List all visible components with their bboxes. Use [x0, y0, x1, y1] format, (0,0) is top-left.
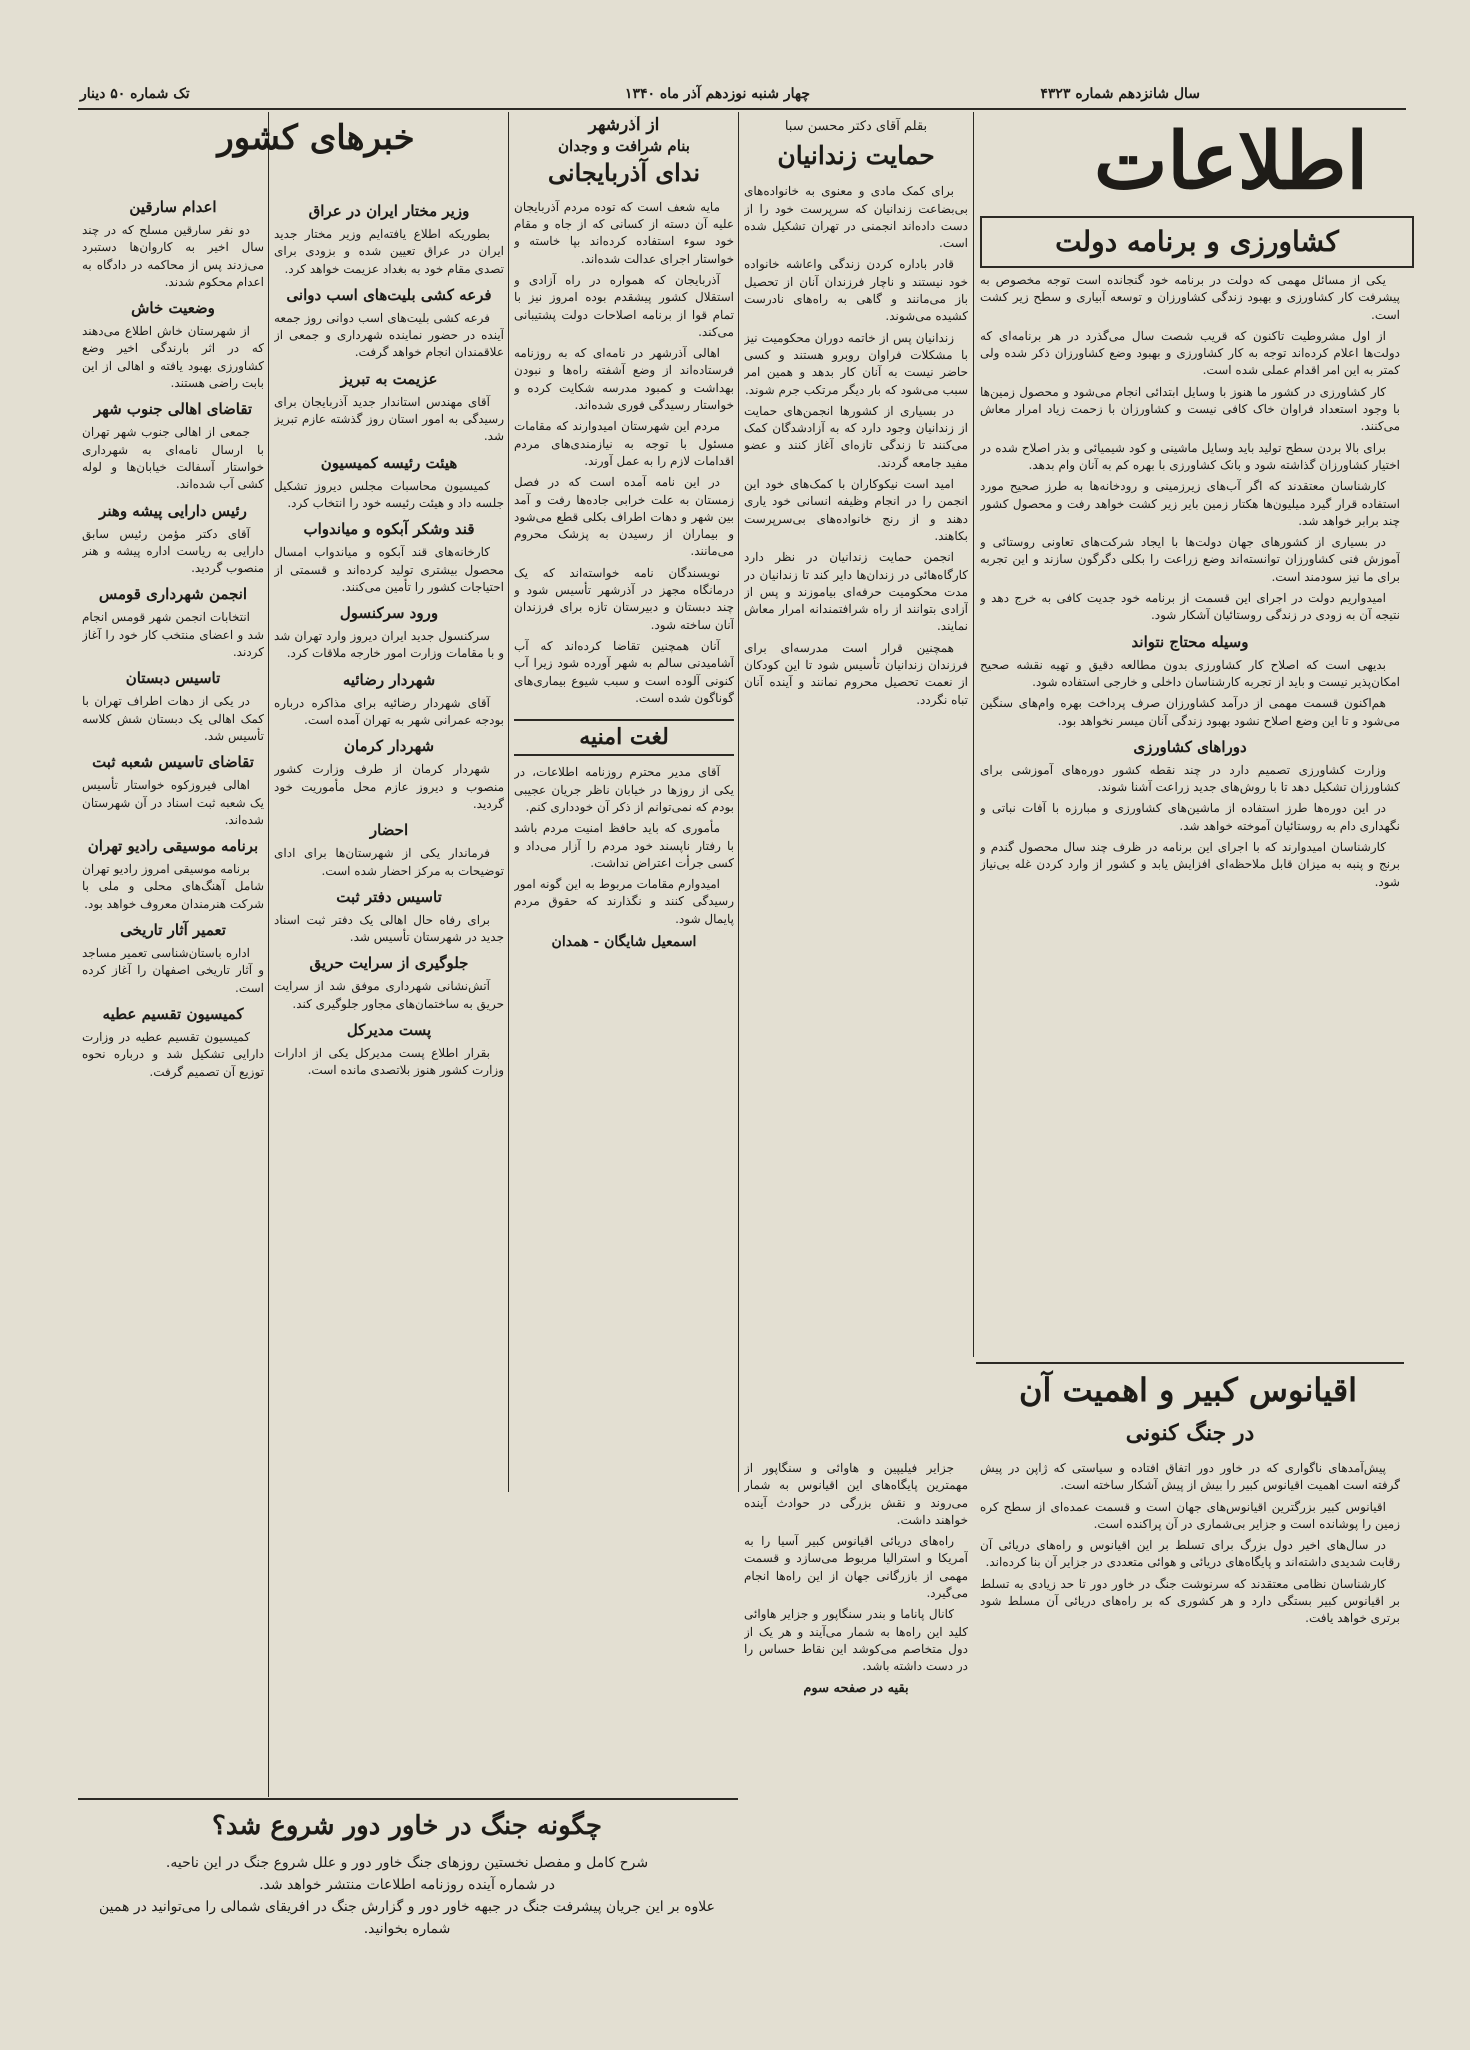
news-text: بطوریکه اطلاع یافته‌ایم وزیر مختار جدید ایران در عراق تعیین شده و بزودی برای تصدی مقام خود به بغداد عزیمت خواهد کرد.	[274, 227, 504, 276]
news-text: فرعه کشی بلیت‌های اسب دوانی روز جمعه آینده در حضور نماینده شهرداری و جمعی از علاقمندان انجام خواهد گرفت.	[274, 310, 504, 360]
news-head: تعمیر آثار تاریخی	[120, 921, 226, 940]
pacific-article-left	[744, 1460, 968, 2050]
footer-line: علاوه بر این جریان پیشرفت جنگ در جبهه خاور دور و گزارش جنگ در افریقای شمالی را می‌توانید در همین شماره بخوانید.	[99, 1899, 715, 1937]
editorial-subheading: وسیله محتاج نتواند	[1131, 632, 1249, 651]
azarbaijan-kicker: از آذرشهر	[588, 116, 660, 135]
editorial-headline: کشاورزی و برنامه دولت	[980, 216, 1414, 268]
news-head: پست مدیرکل	[346, 1021, 432, 1040]
issue-price: تک شماره ۵۰ دینار	[80, 86, 190, 102]
pacific-article-right	[980, 1460, 1400, 2050]
news-head: تاسیس دفتر ثبت	[336, 887, 442, 906]
pacific-rule	[976, 1362, 1404, 1364]
footer-headline: چگونه جنگ در خاور دور شروع شد؟	[212, 1811, 602, 1841]
pacific-subtitle: در جنگ کنونی	[1125, 1420, 1255, 1446]
prisoners-paragraph: زندانیان پس از خاتمه دوران محکومیت نیز با مشکلات فراوان روبرو هستند و کسی حاضر نیست به آنان کار بدهد و همین امر سبب می‌شود که بار دیگر مرتکب جرم شوند.	[744, 330, 968, 397]
issue-date: چهار شنبه نوزدهم آذر ماه ۱۳۴۰	[624, 86, 810, 102]
azarbaijan-paragraph: اهالی آذرشهر در نامه‌ای که به روزنامه فرستاده‌اند از وضع آشفته راه‌ها و نبودن بهداشت و کمبود مدرسه شکایت کرده و خواستار رسیدگی فوری شده‌اند.	[514, 346, 734, 413]
letter-paragraph: امیدوارم مقامات مربوط به این گونه امور رسیدگی کنند و نگذارند که حقوق مردم پایمال شود.	[514, 877, 734, 926]
news-text: آتش‌نشانی شهرداری موفق شد از سرایت حریق به ساختمان‌های مجاور جلوگیری کند.	[274, 979, 504, 1011]
news-head: فرعه کشی بلیت‌های اسب دوانی	[286, 285, 492, 304]
national-news-column-right	[82, 190, 264, 1790]
letter-headline: لغت امنیه	[514, 719, 734, 756]
editorial-paragraph: کار کشاورزی در کشور ما هنوز با وسایل ابتدائی انجام می‌شود و محصول زمین‌ها با وجود استعداد فراوان خاک کافی نیست و کشاورزان با زحمت زیاد امرار معاش می‌کنند.	[980, 384, 1400, 434]
footer-rule	[78, 1798, 738, 1800]
prisoners-paragraph: قادر باداره کردن زندگی واعاشه خانواده خود نیستند و ناچار فرزندان آنان از تحصیل باز می‌مانند و گاهی به راه‌های نادرست کشیده می‌شوند.	[744, 257, 968, 324]
news-text: اهالی فیروزکوه خواستار تأسیس یک شعبه ثبت اسناد در آن شهرستان شده‌اند.	[82, 778, 264, 827]
letter-paragraph: آقای مدیر محترم روزنامه اطلاعات، در یکی از روزها در خیابان ناظر جریان عجیبی بودم که نمی‌توانم از ذکر آن خودداری کنم.	[514, 765, 734, 814]
pacific-continued: بقیه در صفحه سوم	[803, 1680, 909, 1696]
news-text: در یکی از دهات اطراف تهران با کمک اهالی یک دبستان شش کلاسه تأسیس شد.	[82, 694, 264, 743]
column-rule-2	[738, 112, 739, 1492]
editorial-paragraph: کارشناسان معتقدند که اگر آب‌های زیرزمینی و رودخانه‌ها به طرز صحیح مورد استفاده قرار گیرد میلیون‌ها هکتار زمین بایر زیر کشت خواهد رفت و محصول کشور چند برابر خواهد شد.	[980, 479, 1400, 528]
news-head: انجمن شهرداری قومس	[98, 585, 248, 604]
news-head: ورود سرکنسول	[339, 604, 439, 623]
prisoners-byline: بقلم آقای دکتر محسن سبا	[784, 119, 928, 134]
azarbaijan-article	[514, 116, 734, 1488]
editorial-subheading: دوراهای کشاورزی	[1133, 737, 1247, 756]
editorial-paragraph: از اول مشروطیت تاکنون که قریب شصت سال می‌گذرد در هر برنامه‌ای که دولت‌ها اعلام کرده‌اند توجه به کار کشاورزی و بهبود وضع کشاورزان ذکر شده ولی کمتر به این امر اقدام عملی شده است.	[980, 328, 1400, 378]
editorial-paragraph: کارشناسان امیدوارند که با اجرای این برنامه در ظرف چند سال محصول گندم و برنج و پنبه به میزان قابل ملاحظه‌ای افزایش یابد و کشور از وارد کردن غله بی‌نیاز شود.	[980, 840, 1400, 889]
news-text: شهردار کرمان از طرف وزارت کشور منصوب و دیروز عازم محل مأموریت خود گردید.	[274, 762, 504, 811]
pacific-paragraph: راه‌های دریائی اقیانوس کبیر آسیا را به آمریکا و استرالیا مربوط می‌سازد و قسمت مهمی از بازرگانی جهان از این راه‌ها انجام می‌گیرد.	[744, 1534, 968, 1601]
news-head: شهردار رضائیه	[342, 670, 436, 689]
prisoners-paragraph: همچنین قرار است مدرسه‌ای برای فرزندان زندانیان تأسیس شود تا این کودکان از نعمت تحصیل محروم نمانند و آینده آنان تباه نگردد.	[744, 640, 968, 707]
prisoners-headline: حمایت زندانیان	[777, 141, 935, 171]
footer-line: در شماره آینده روزنامه اطلاعات منتشر خواهد شد.	[259, 1877, 555, 1893]
news-text: آقای شهردار رضائیه برای مذاکره درباره بودجه عمرانی شهر به تهران آمده است.	[274, 695, 504, 728]
news-text: کارخانه‌های قند آبکوه و میاندواب امسال محصول بیشتری تولید کرده‌اند و قسمتی از احتیاجات کشور را تأمین می‌کنند.	[274, 545, 504, 594]
pacific-paragraph: اقیانوس کبیر بزرگترین اقیانوس‌های جهان است و قسمت عمده‌ای از سطح کره زمین را پوشانده است و جزایر بی‌شماری در آن پراکنده است.	[980, 1499, 1400, 1531]
azarbaijan-paragraph: مردم این شهرستان امیدوارند که مقامات مسئول با توجه به نیازمندی‌های مردم اقدامات لازم را به عمل آورند.	[514, 419, 734, 468]
column-rule-4	[268, 112, 269, 1797]
news-text: کمیسیون تقسیم عطیه در وزارت دارایی تشکیل شد و درباره نحوه توزیع آن تصمیم گرفت.	[82, 1029, 264, 1079]
editorial-paragraph: امیدواریم دولت در اجرای این قسمت از برنامه خود جدیت کافی به خرج دهد و نتیجه آن به زودی در زندگی روستائیان آشکار شود.	[980, 591, 1400, 623]
news-head: عزیمت به تبریز	[340, 369, 438, 388]
footer-text	[82, 1852, 732, 2032]
news-text: برای رفاه حال اهالی یک دفتر ثبت اسناد جدید در شهرستان تأسیس شد.	[274, 912, 504, 945]
news-text: از شهرستان خاش اطلاع می‌دهند که در اثر بارندگی اخیر وضع کشاورزی بهبود یافته و اهالی از این بابت راضی هستند.	[82, 324, 264, 391]
news-text: کمیسیون محاسبات مجلس دیروز تشکیل جلسه داد و هیئت رئیسه خود را انتخاب کرد.	[274, 478, 504, 510]
news-head: جلوگیری از سرایت حریق	[309, 954, 469, 973]
news-text: سرکنسول جدید ایران دیروز وارد تهران شد و با مقامات وزارت امور خارجه ملاقات کرد.	[274, 629, 504, 661]
editorial-paragraph: در بسیاری از کشورهای جهان دولت‌ها با ایجاد شرکت‌های تعاونی روستائی و آموزش فنی کشاورزان توانسته‌اند وضع زراعت را بکلی دگرگون سازند و این تجربه برای ما نیز سودمند است.	[980, 535, 1400, 584]
news-head: تقاضای اهالی جنوب شهر	[93, 400, 253, 419]
editorial-article	[980, 272, 1400, 1352]
prisoners-paragraph: انجمن حمایت زندانیان در نظر دارد کارگاه‌هائی در زندان‌ها دایر کند تا زندانیان در مدت محکومیت حرفه‌ای بیاموزند و پس از آزادی بتوانند از راه شرافتمندانه امرار معاش نمایند.	[744, 550, 968, 634]
news-text: آقای مهندس استاندار جدید آذربایجان برای رسیدگی به امور استان روز گذشته عازم تبریز شد.	[274, 394, 504, 444]
azarbaijan-paragraph: در این نامه آمده است که در فصل زمستان به علت خرابی جاده‌ها رفت و آمد بین شهر و دهات اطراف بکلی قطع می‌شود و بیماران از رسیدن به پزشک محروم می‌مانند.	[514, 475, 734, 559]
azarbaijan-title-top: بنام شرافت و وجدان	[558, 136, 690, 155]
header-rule	[78, 108, 1406, 110]
news-head: وضعیت خاش	[131, 299, 215, 318]
azarbaijan-headline: ندای آذربایجانی	[547, 157, 701, 187]
prisoners-paragraph: امید است نیکوکاران با کمک‌های خود این انجمن را در انجام وظیفه انسانی خود یاری دهند و از رنج خانواده‌های بی‌سرپرست بکاهند.	[744, 477, 968, 543]
news-text: انتخابات انجمن شهر قومس انجام شد و اعضای منتخب کار خود را آغاز کردند.	[82, 610, 264, 660]
news-text: دو نفر سارقین مسلح که در چند سال اخیر به کاروان‌ها دستبرد می‌زدند پس از محاکمه در دادگاه به اعدام محکوم شدند.	[82, 223, 264, 289]
national-news-column	[274, 116, 504, 1488]
news-head: تقاضای تاسیس شعبه ثبت	[92, 753, 254, 772]
prisoners-paragraph: در بسیاری از کشورها انجمن‌های حمایت از زندانیان وجود دارد که به آزادشدگان کمک می‌کنند تا زندگی تازه‌ای آغاز کنند و عضو مفید جامعه گردند.	[744, 403, 968, 470]
news-head: کمیسیون تقسیم عطیه	[102, 1004, 244, 1023]
national-news-headline: خبرهای کشور	[217, 118, 415, 158]
news-text: برنامه موسیقی امروز رادیو تهران شامل آهنگ‌های محلی و ملی با شرکت هنرمندان معروف خواهد بود.	[82, 862, 264, 911]
news-text: جمعی از اهالی جنوب شهر تهران با ارسال نامه‌ای به شهرداری خواستار آسفالت خیابان‌ها و لوله کشی آب شده‌اند.	[82, 425, 264, 492]
footer-line: شرح کامل و مفصل نخستین روزهای جنگ خاور دور و علل شروع جنگ در این ناحیه.	[165, 1855, 649, 1871]
news-head: هیئت رئیسه کمیسیون	[320, 453, 458, 472]
azarbaijan-paragraph: مایه شعف است که توده مردم آذربایجان علیه آن دسته از کسانی که از جاه و مقام خود سوء استفاده کرده‌اند بپا خاسته و خواستار اجرای عدالت شده‌اند.	[514, 199, 734, 266]
editorial-paragraph: هم‌اکنون قسمت مهمی از درآمد کشاورزان صرف پرداخت بهره وام‌های سنگین می‌شود و تا این وضع اصلاح نشود بهبود زندگی آنان میسر نخواهد بود.	[980, 696, 1400, 728]
news-head: برنامه موسیقی رادیو تهران	[87, 837, 259, 856]
news-text: اداره باستان‌شناسی تعمیر مساجد و آثار تاریخی اصفهان را آغاز کرده است.	[82, 946, 264, 995]
news-head: وزیر مختار ایران در عراق	[308, 202, 470, 220]
editorial-paragraph: وزارت کشاورزی تصمیم دارد در چند نقطه کشور دوره‌های آموزشی برای کشاورزان تشکیل دهد تا با روش‌های جدید زراعت آشنا شوند.	[980, 762, 1400, 795]
editorial-paragraph: بدیهی است که اصلاح کار کشاورزی بدون مطالعه دقیق و تهیه نقشه صحیح امکان‌پذیر نیست و باید از تجربه کارشناسان داخلی و خارجی استفاده شود.	[980, 657, 1400, 689]
azarbaijan-paragraph: نویسندگان نامه خواسته‌اند که یک درمانگاه مجهز در آذرشهر تأسیس شود و چند دبستان و دبیرستان تازه برای فرزندان آنان ساخته شود.	[514, 565, 734, 632]
pacific-paragraph: کارشناسان نظامی معتقدند که سرنوشت جنگ در خاور دور تا حد زیادی به تسلط بر اقیانوس کبیر بستگی دارد و هر کشوری که بر راه‌های دریائی آن مسلط شود برتری خواهد یافت.	[980, 1576, 1400, 1626]
pacific-paragraph: پیش‌آمدهای ناگواری که در خاور دور اتفاق افتاده و سیاستی که ژاپن در پیش گرفته است اهمیت اقیانوس کبیر را بیش از پیش آشکار ساخته است.	[980, 1461, 1400, 1493]
pacific-paragraph: در سال‌های اخیر دول بزرگ برای تسلط بر این اقیانوس و راه‌های دریائی آن رقابت شدیدی داشته‌اند و پایگاه‌های دریائی و هوائی متعددی در جزایر آن بنا کرده‌اند.	[980, 1538, 1400, 1570]
news-text: فرماندار یکی از شهرستان‌ها برای ادای توضیحات به مرکز احضار شده است.	[274, 846, 504, 878]
azarbaijan-paragraph: آذربایجان که همواره در راه آزادی و استقلال کشور پیشقدم بوده امروز نیز با تمام قوا از برنامه اصلاحات دولت پشتیبانی می‌کند.	[514, 272, 734, 339]
news-text: بقرار اطلاع پست مدیرکل یکی از ادارات وزارت کشور هنوز بلاتصدی مانده است.	[274, 1046, 504, 1078]
news-head: رئیس دارایی پیشه وهنر	[99, 501, 247, 520]
column-rule-1	[973, 112, 974, 1357]
editorial-paragraph: یکی از مسائل مهمی که دولت در برنامه خود گنجانده است توجه مخصوص به پیشرفت کار کشاورزی و بهبود زندگی کشاورزان و توسعه آبیاری و سطح زیر کشت است.	[980, 273, 1400, 322]
year-number: سال شانزدهم شماره ۴۳۲۳	[1040, 86, 1200, 102]
news-text: آقای دکتر مؤمن رئیس سابق دارایی به ریاست اداره پیشه و هنر منصوب گردید.	[82, 526, 264, 576]
news-head: احضار	[369, 821, 409, 840]
letter-signature: اسمعیل شایگان - همدان	[551, 934, 697, 951]
pacific-paragraph: کانال پاناما و بندر سنگاپور و جزایر هاوائی کلید این راه‌ها به شمار می‌آیند و هر یک از دول متخاصم می‌کوشد این نقاط حساس را در دست داشته باشد.	[744, 1607, 968, 1674]
news-head: تاسیس دبستان	[125, 669, 221, 688]
pacific-headline: اقیانوس کبیر و اهمیت آن	[1018, 1371, 1358, 1409]
news-head: شهردار کرمان	[343, 737, 435, 756]
editorial-paragraph: برای بالا بردن سطح تولید باید وسایل ماشینی و کود شیمیائی و بذر اصلاح شده در اختیار کشاورزان گذاشته شود و بانک کشاورزی با بهره کم به آنان وام بدهد.	[980, 440, 1400, 472]
prisoners-article	[744, 116, 968, 1356]
masthead-logo: اطلاعات	[1093, 116, 1369, 207]
pacific-paragraph: جزایر فیلیپین و هاوائی و سنگاپور از مهمترین پایگاه‌های این اقیانوس به شمار می‌روند و نقش بزرگی در حوادث آینده خواهند داشت.	[744, 1461, 968, 1527]
column-rule-3	[508, 112, 509, 1492]
news-head: اعدام سارقین	[129, 198, 217, 216]
letter-paragraph: مأموری که باید حافظ امنیت مردم باشد با رفتار ناپسند خود مردم را آزار می‌داد و کسی جرأت اعتراض نداشت.	[514, 821, 734, 870]
editorial-paragraph: در این دوره‌ها طرز استفاده از ماشین‌های کشاورزی و مبارزه با آفات نباتی و نگهداری دام به روستائیان آموخته خواهد شد.	[980, 801, 1400, 833]
prisoners-paragraph: برای کمک مادی و معنوی به خانواده‌های بی‌بضاعت زندانیان که سرپرست خود را از دست داده‌اند انجمنی در تهران تشکیل شده است.	[744, 184, 968, 251]
azarbaijan-paragraph: آنان همچنین تقاضا کرده‌اند که آب آشامیدنی سالم به شهر آورده شود زیرا آب کنونی آلوده است و سبب شیوع بیماری‌های گوناگون شده است.	[514, 638, 734, 705]
news-head: قند وشکر آبکوه و میاندواب	[303, 520, 475, 539]
